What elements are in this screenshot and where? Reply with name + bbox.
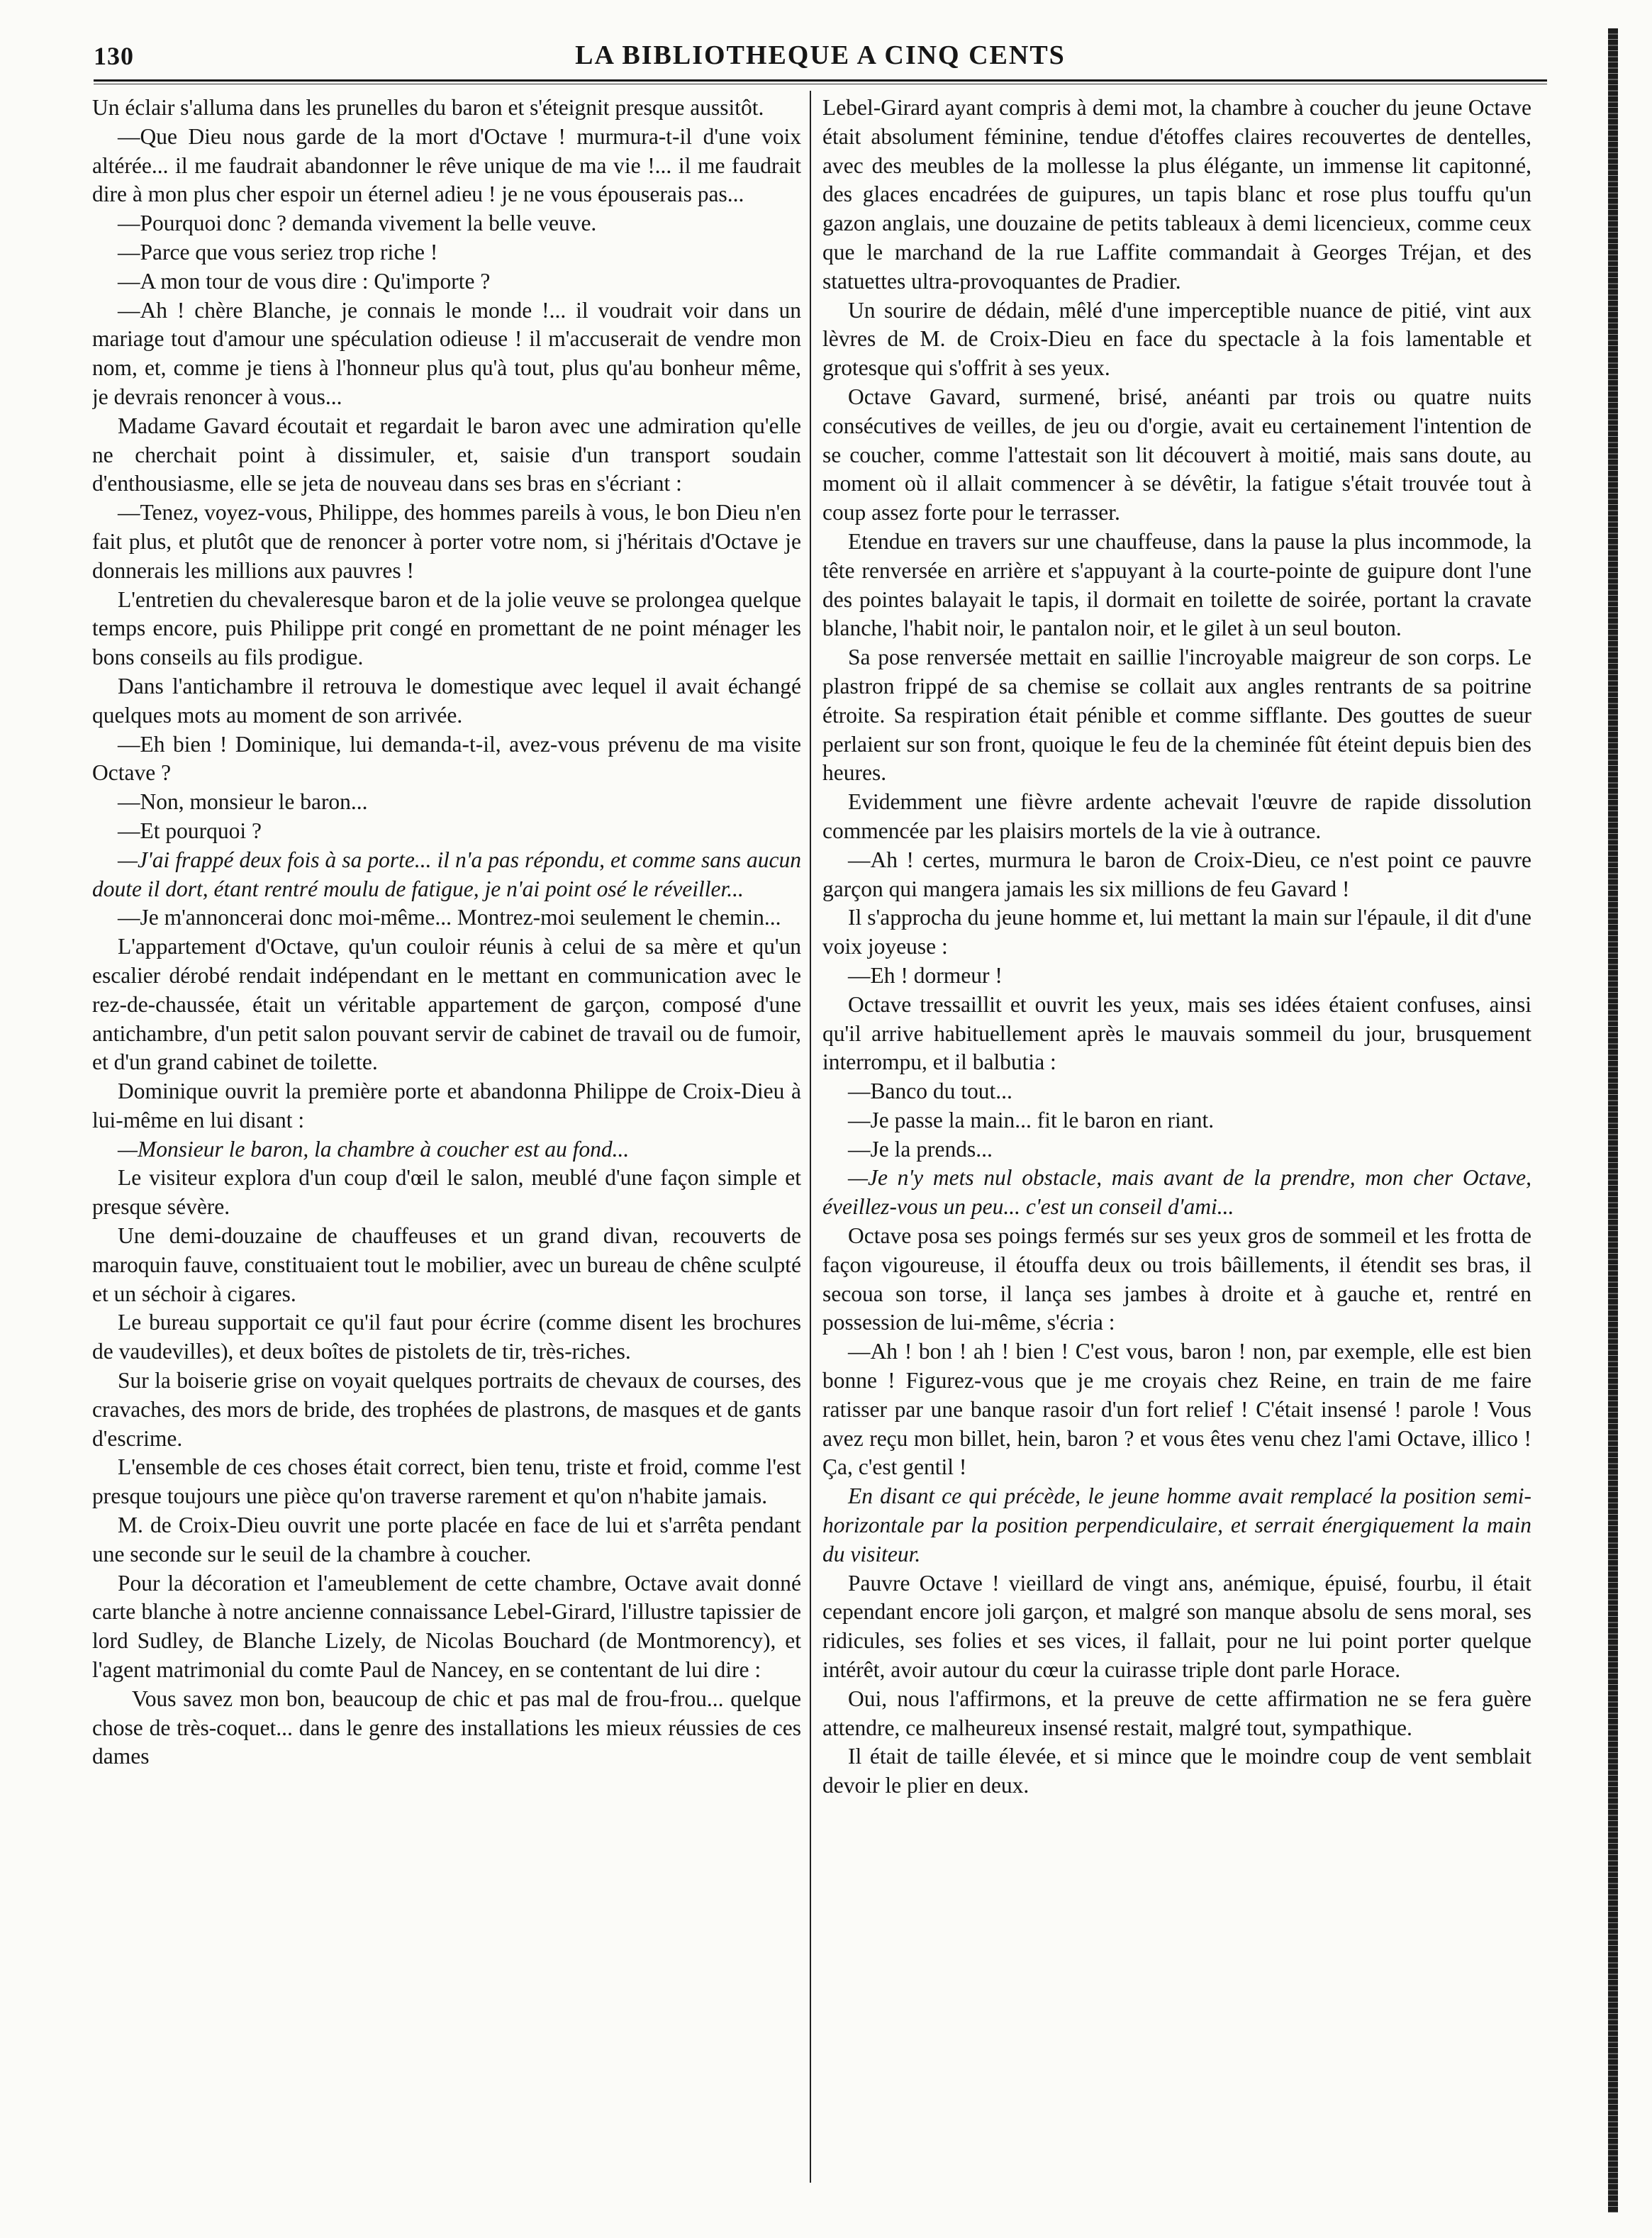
paragraph: —Je m'annoncerai donc moi-même... Montrez-moi seulement le chemin...	[118, 905, 781, 930]
paragraph: —Banco du tout...	[848, 1079, 1012, 1104]
paragraph: Dominique ouvrit la première porte et abandonna Philippe de Croix-Dieu à lui-même en lui disant :	[92, 1079, 801, 1132]
paragraph: Le visiteur explora d'un coup d'œil le salon, meublé d'une façon simple et presque sévère.	[92, 1165, 801, 1220]
page-number: 130	[94, 42, 134, 70]
paragraph: Lebel-Girard ayant compris à demi mot, la chambre à coucher du jeune Octave était absolument féminine, tendue d'étoffes claires recouvertes de dentelles, avec des meubles de la mollesse la plus élégante, un immense lit capitonné, des glaces encadrées de guipures, un tapis blanc et rose plus touffu qu'un gazon anglais, une douzaine de petits tableaux à demi licencieux, comme ceux que le marchand de la rue Laffite commandait à Georges Tréjan, et des statuettes ultra-provoquantes de Pradier.	[822, 95, 1531, 294]
paragraph: Sur la boiserie grise on voyait quelques portraits de chevaux de courses, des cravaches, des mors de bride, des trophées de plastrons, de masques et de gants d'escrime.	[92, 1368, 801, 1451]
paragraph: Vous savez mon bon, beaucoup de chic et pas mal de frou-frou... quelque chose de très-coquet... dans le genre des installations les mieux réussies de ces dames	[92, 1686, 801, 1769]
paragraph: Il était de taille élevée, et si mince que le moindre coup de vent semblait devoir le plier en deux.	[822, 1744, 1531, 1798]
paragraph: Sa pose renversée mettait en saillie l'incroyable maigreur de son corps. Le plastron frippé de sa chemise se collait aux angles rentrants de sa poitrine étroite. Sa respiration était pénible et comme sifflante. Des gouttes de sueur perlaient sur son front, quoique le feu de la cheminée fût éteint depuis bien des heures.	[822, 645, 1531, 786]
paragraph: —Eh ! dormeur !	[848, 962, 1003, 988]
paragraph: —Je la prends...	[848, 1136, 993, 1162]
paragraph: Madame Gavard écoutait et regardait le baron avec une admiration qu'elle ne cherchait point à dissimuler, et, saisie d'un transport soudain d'enthousiasme, elle se jeta de nouveau dans ses bras en s'écriant :	[92, 413, 801, 496]
paragraph: —A mon tour de vous dire : Qu'importe ?	[118, 268, 491, 294]
paragraph: L'appartement d'Octave, qu'un couloir réunis à celui de sa mère et qu'un escalier dérobé rendait indépendant en le mettant en communication avec le rez-de-chaussée, était un véritable appartement de garçon, composé d'une antichambre, d'un petit salon pouvant servir de cabinet de travail ou de fumoir, et d'un grand cabinet de toilette.	[92, 934, 801, 1075]
left-column	[92, 94, 801, 2186]
paragraph: —Je passe la main... fit le baron en riant.	[848, 1107, 1215, 1132]
paragraph: —Monsieur le baron, la chambre à coucher est au fond...	[118, 1136, 630, 1162]
paragraph: —Tenez, voyez-vous, Philippe, des hommes pareils à vous, le bon Dieu n'en fait plus, et plutôt que de renoncer à porter votre nom, si j'héritais d'Octave je donnerais les millions aux pauvres !	[92, 500, 801, 583]
paragraph: —Pourquoi donc ? demanda vivement la belle veuve.	[118, 211, 597, 236]
paragraph: Il s'approcha du jeune homme et, lui mettant la main sur l'épaule, il dit d'une voix joyeuse :	[822, 905, 1531, 959]
paragraph: Une demi-douzaine de chauffeuses et un grand divan, recouverts de maroquin fauve, constituaient tout le mobilier, avec un bureau de chêne sculpté et un séchoir à cigares.	[92, 1223, 801, 1306]
paragraph: —J'ai frappé deux fois à sa porte... il n'a pas répondu, et comme sans aucun doute il dort, étant rentré moulu de fatigue, je n'ai point osé le réveiller...	[92, 847, 801, 901]
paragraph: L'ensemble de ces choses était correct, bien tenu, triste et froid, comme l'est presque toujours une pièce qu'on traverse rarement et qu'on n'habite jamais.	[92, 1454, 801, 1509]
paragraph: —Eh bien ! Dominique, lui demanda-t-il, avez-vous prévenu de ma visite Octave ?	[92, 731, 801, 786]
paragraph: Octave posa ses poings fermés sur ses yeux gros de sommeil et les frotta de façon vigoureuse, il étouffa deux ou trois bâillements, il étendit ses bras, il secoua son torse, il lança ses jambes à droite et à gauche et, rentré en possession de lui-même, s'écria :	[822, 1223, 1531, 1335]
paragraph: Pour la décoration et l'ameublement de cette chambre, Octave avait donné carte blanche à notre ancienne connaissance Lebel-Girard, l'illustre tapissier de lord Sudley, de Blanche Lizely, de Nicolas Bouchard (de Montmorency), et l'agent matrimonial du comte Paul de Nancey, en se contentant de lui dire :	[92, 1570, 801, 1683]
scan-edge-marks	[1608, 28, 1618, 2212]
page-header	[94, 37, 1547, 78]
header-rule	[94, 79, 1547, 84]
paragraph: L'entretien du chevaleresque baron et de la jolie veuve se prolongea quelque temps encore, puis Philippe prit congé en promettant de ne point ménager les bons conseils au fils prodigue.	[92, 586, 801, 670]
paragraph: —Que Dieu nous garde de la mort d'Octave ! murmura-t-il d'une voix altérée... il me faudrait abandonner le rêve unique de ma vie !... il me faudrait dire à mon plus cher espoir un éternel adieu ! je ne vous épouserais pas...	[92, 123, 801, 207]
paragraph: Un éclair s'alluma dans les prunelles du baron et s'éteignit presque aussitôt.	[92, 95, 764, 120]
paragraph: Evidemment une fièvre ardente achevait l'œuvre de rapide dissolution commencée par les plaisirs mortels de la vie à outrance.	[822, 789, 1531, 843]
paragraph: Etendue en travers sur une chauffeuse, dans la pause la plus incommode, la tête renversée en arrière et s'appuyant à la courte-pointe de guipure dont l'une des pointes balayait le tapis, il dormait en toilette de soirée, portant la cravate blanche, l'habit noir, le pantalon noir, et le gilet à un seul bouton.	[822, 528, 1531, 641]
paragraph: Dans l'antichambre il retrouva le domestique avec lequel il avait échangé quelques mots au moment de son arrivée.	[92, 673, 801, 728]
paragraph: En disant ce qui précède, le jeune homme avait remplacé la position semi-horizontale par la position perpendiculaire, et serrait énergiquement la main du visiteur.	[822, 1483, 1531, 1566]
paragraph: Octave Gavard, surmené, brisé, anéanti par trois ou quatre nuits consécutives de veilles, de jeu ou d'orgie, avait eu certainement l'intention de se coucher, comme l'attestait son lit découvert à moitié, mais sans doute, au moment où il allait commencer à se dévêtir, la fatigue s'était trouvée tout à coup assez forte pour le terrasser.	[822, 384, 1531, 525]
right-column	[822, 94, 1531, 2186]
paragraph: —Je n'y mets nul obstacle, mais avant de la prendre, mon cher Octave, éveillez-vous un peu... c'est un conseil d'ami...	[822, 1165, 1531, 1220]
paragraph: —Parce que vous seriez trop riche !	[118, 239, 438, 265]
paragraph: Un sourire de dédain, mêlé d'une imperceptible nuance de pitié, vint aux lèvres de M. de Croix-Dieu en face du spectacle à la fois lamentable et grotesque qui s'offrit à ses yeux.	[822, 297, 1531, 381]
paragraph: Pauvre Octave ! vieillard de vingt ans, anémique, épuisé, fourbu, il était cependant encore joli garçon, et malgré son manque absolu de sens moral, ses ridicules, ses folies et ses vices, il fallait, pour ne lui point porter quelque intérêt, avoir autour du cœur la cuirasse triple dont parle Horace.	[822, 1570, 1531, 1683]
column-divider	[810, 91, 811, 2183]
paragraph: —Ah ! bon ! ah ! bien ! C'est vous, baron ! non, par exemple, elle est bien bonne ! Figurez-vous que je me croyais chez Reine, en train de me faire ratisser par une banque rasoir d'un fort relief ! C'était insensé ! parole ! Vous avez reçu mon billet, hein, baron ? et vous êtes venu chez l'ami Octave, illico ! Ça, c'est gentil !	[822, 1339, 1531, 1480]
paragraph: Oui, nous l'affirmons, et la preuve de cette affirmation ne se fera guère attendre, ce malheureux insensé restait, malgré tout, sympathique.	[822, 1686, 1531, 1740]
paragraph: M. de Croix-Dieu ouvrit une porte placée en face de lui et s'arrêta pendant une seconde sur le seuil de la chambre à coucher.	[92, 1513, 801, 1566]
paragraph: —Ah ! chère Blanche, je connais le monde !... il voudrait voir dans un mariage tout d'amour une spéculation odieuse ! il m'accuserait de vendre mon nom, et, comme je tiens à l'honneur plus qu'à tout, plus qu'au bonheur même, je devrais renoncer à vous...	[92, 297, 801, 409]
paragraph: Octave tressaillit et ouvrit les yeux, mais ses idées étaient confuses, ainsi qu'il arrive habituellement après le mauvais sommeil du jour, brusquement interrompu, et il balbutia :	[822, 991, 1531, 1075]
paragraph: Le bureau supportait ce qu'il faut pour écrire (comme disent les brochures de vaudevilles), et deux boîtes de pistolets de tir, très-riches.	[92, 1310, 801, 1364]
paragraph: —Non, monsieur le baron...	[118, 789, 368, 815]
paragraph: —Ah ! certes, murmura le baron de Croix-Dieu, ce n'est point ce pauvre garçon qui mangera jamais les six millions de feu Gavard !	[822, 847, 1531, 901]
paragraph: —Et pourquoi ?	[118, 818, 262, 843]
running-title: LA BIBLIOTHEQUE A CINQ CENTS	[575, 40, 1066, 70]
